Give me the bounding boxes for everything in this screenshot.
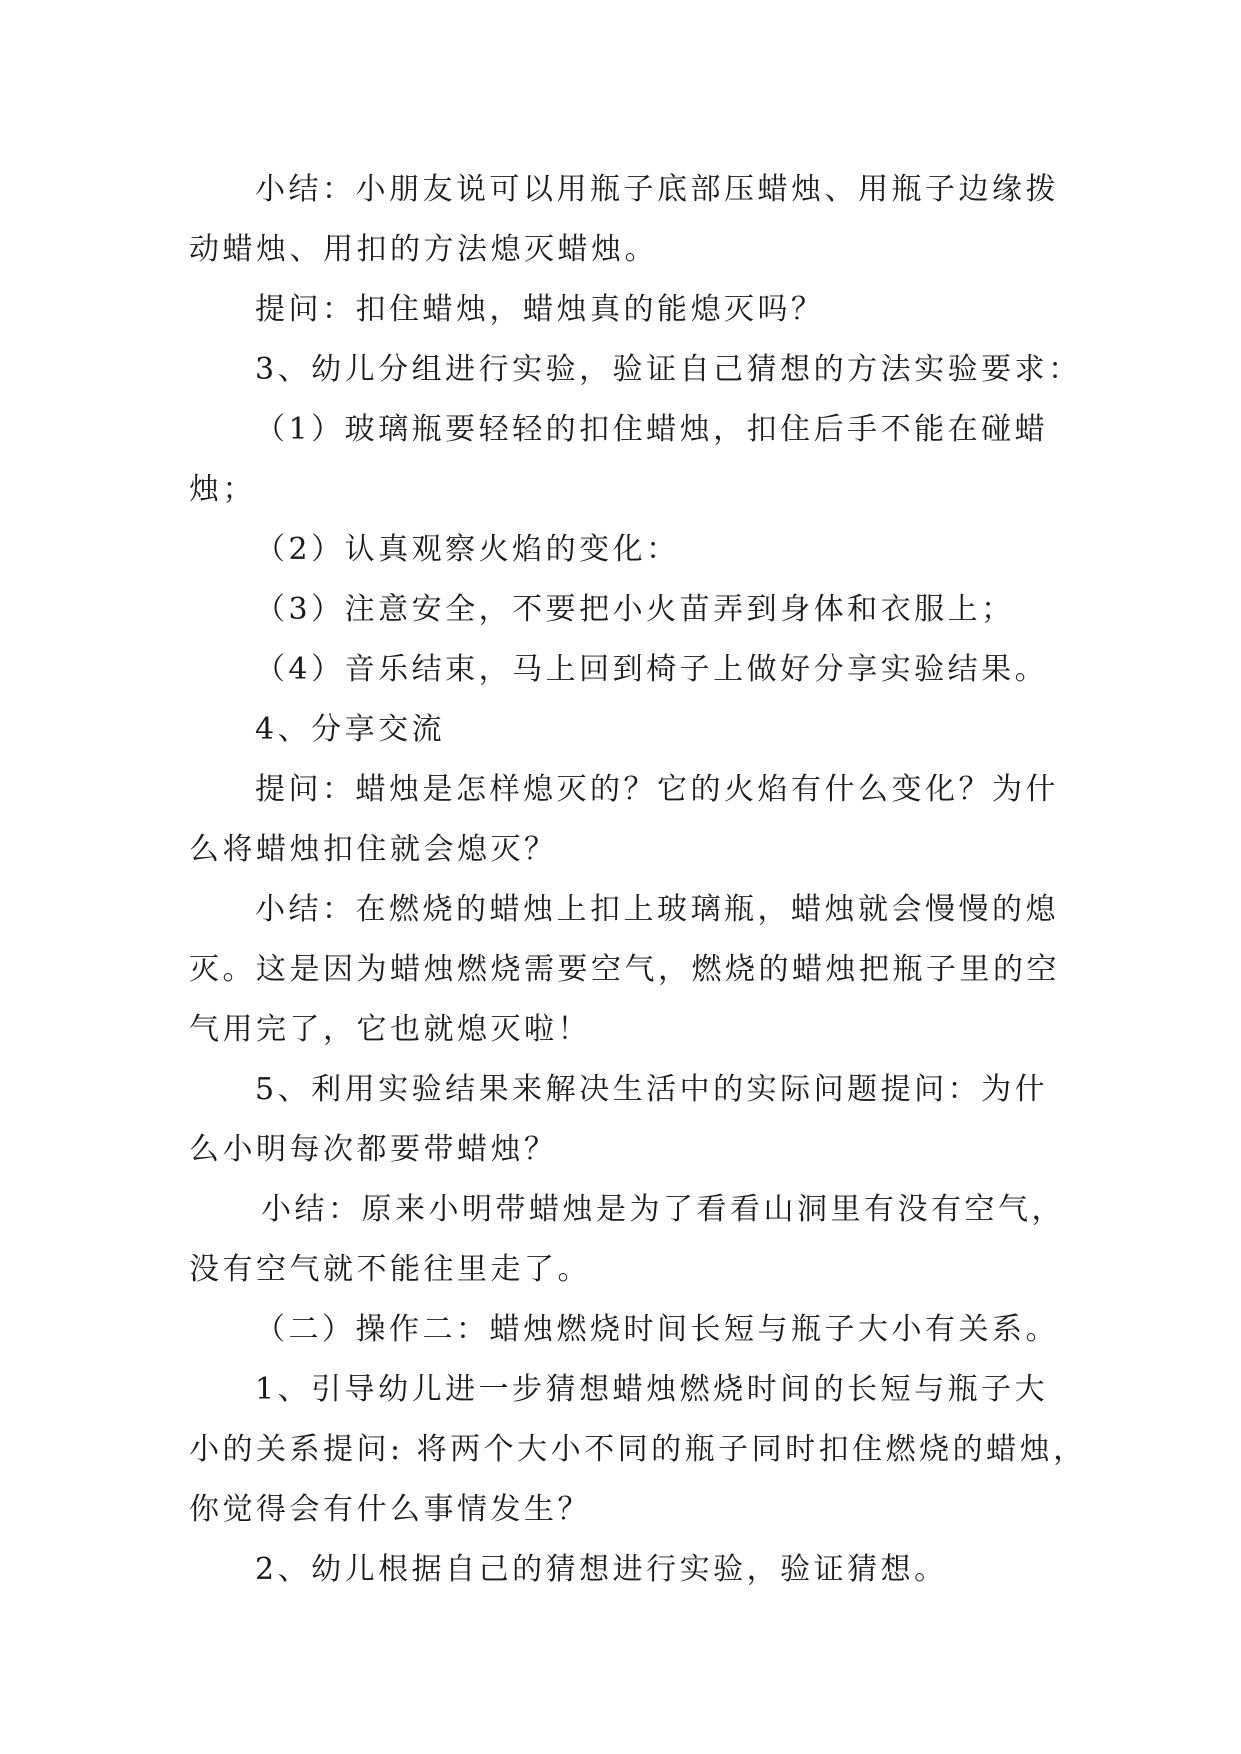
text-line: 么将蜡烛扣住就会熄灭？ — [189, 832, 558, 867]
paragraph-summary-1 — [189, 160, 1059, 280]
text-line: （二）操作二：蜡烛燃烧时间长短与瓶子大小有关系。 — [255, 1312, 1059, 1347]
text-line: 小结：在燃烧的蜡烛上扣上玻璃瓶，蜡烛就会慢慢的熄 — [255, 892, 1059, 927]
paragraph-requirement-4 — [189, 640, 1059, 700]
paragraph-op2-step-2 — [189, 1540, 1059, 1600]
text-line: （4）音乐结束，马上回到椅子上做好分享实验结果。 — [255, 652, 1049, 687]
paragraph-requirement-3 — [189, 580, 1059, 640]
paragraph-step-5 — [189, 1060, 1059, 1180]
paragraph-operation-2 — [189, 1300, 1059, 1360]
text-line: 烛； — [189, 472, 256, 507]
text-line: 气用完了，它也就熄灭啦！ — [189, 1012, 591, 1047]
paragraph-question-2 — [189, 760, 1059, 880]
text-line: 动蜡烛、用扣的方法熄灭蜡烛。 — [189, 232, 658, 267]
paragraph-step-3 — [189, 340, 1082, 400]
text-line: 么小明每次都要带蜡烛？ — [189, 1132, 558, 1167]
text-line: 3、幼儿分组进行实验，验证自己猜想的方法实验要求： — [255, 352, 1082, 387]
text-line: 4、分享交流 — [255, 712, 446, 747]
paragraph-requirement-2 — [189, 520, 1059, 580]
paragraph-question-1 — [189, 280, 1059, 340]
paragraph-op2-step-1 — [189, 1360, 1087, 1540]
text-line: （1）玻璃瓶要轻轻的扣住蜡烛，扣住后手不能在碰蜡 — [255, 412, 1049, 447]
text-line: （2）认真观察火焰的变化： — [255, 532, 680, 567]
paragraph-summary-2 — [189, 880, 1059, 1060]
text-line: 提问：扣住蜡烛，蜡烛真的能熄灭吗？ — [255, 292, 825, 327]
text-line: （3）注意安全，不要把小火苗弄到身体和衣服上； — [255, 592, 1015, 627]
text-line: 1、引导幼儿进一步猜想蜡烛燃烧时间的长短与瓶子大 — [255, 1372, 1049, 1407]
document-body — [189, 160, 1087, 1600]
text-line: 5、利用实验结果来解决生活中的实际问题提问：为什 — [255, 1072, 1049, 1107]
paragraph-requirement-1 — [189, 400, 1059, 520]
text-line: 小的关系提问: 将两个大小不同的瓶子同时扣住燃烧的蜡烛， — [189, 1432, 1087, 1467]
paragraph-summary-3 — [189, 1180, 1065, 1300]
text-line: 灭。这是因为蜡烛燃烧需要空气，燃烧的蜡烛把瓶子里的空 — [189, 952, 1060, 987]
text-line: 小结：小朋友说可以用瓶子底部压蜡烛、用瓶子边缘拨 — [255, 172, 1059, 207]
text-line: 没有空气就不能往里走了。 — [189, 1252, 591, 1287]
text-line: 2、幼儿根据自己的猜想进行实验，验证猜想。 — [255, 1552, 948, 1587]
text-line: 提问：蜡烛是怎样熄灭的？它的火焰有什么变化？为什 — [255, 772, 1059, 807]
paragraph-step-4 — [189, 700, 1059, 760]
text-line: 小结：原来小明带蜡烛是为了看看山洞里有没有空气， — [261, 1192, 1065, 1227]
text-line: 你觉得会有什么事情发生？ — [189, 1492, 591, 1527]
